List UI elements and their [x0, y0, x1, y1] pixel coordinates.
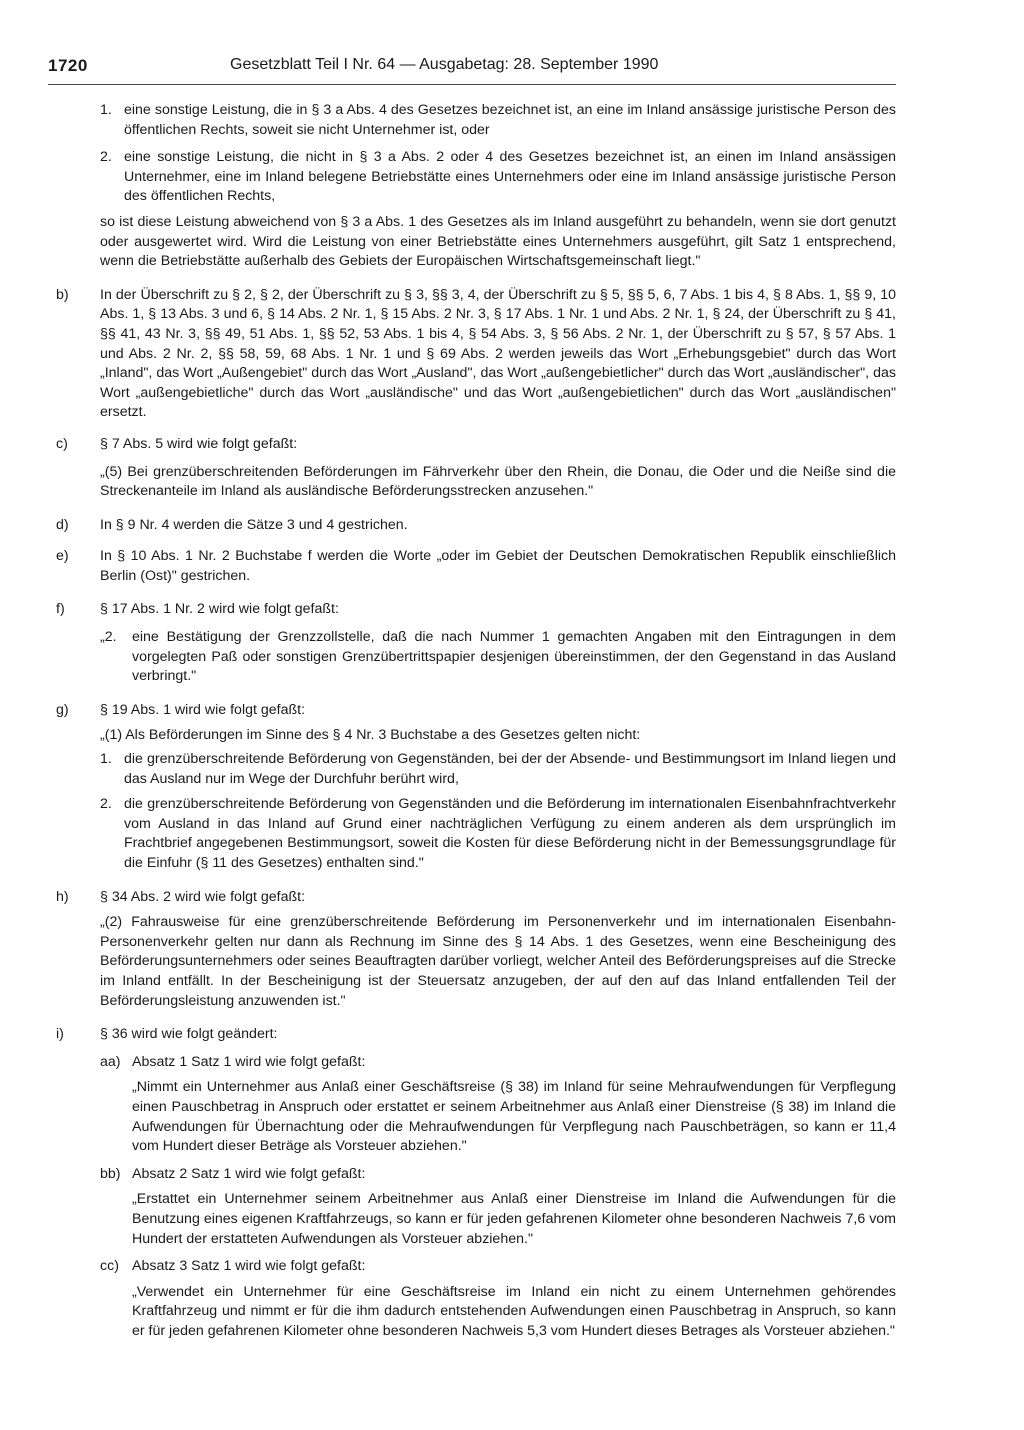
amendment-label: f)	[56, 601, 65, 618]
amendment-e	[56, 547, 896, 586]
amendment-i-aa	[56, 1053, 896, 1073]
amendment-b	[56, 286, 896, 423]
amendment-label: d)	[56, 516, 69, 533]
intro-item-1	[56, 101, 896, 140]
item-label: 1.	[100, 102, 112, 118]
amendment-text: In § 9 Nr. 4 werden die Sätze 3 und 4 gestrichen.	[100, 516, 408, 533]
amendment-f-quote	[56, 628, 896, 687]
item-text: eine sonstige Leistung, die in § 3 a Abs. 4 des Gesetzes bezeichnet ist, an eine im Inland ansässige juristische Person des öffentlichen Rechts, soweit sie nicht Unternehmer ist, oder	[124, 102, 896, 138]
amendment-label: g)	[56, 701, 69, 718]
item-label: 1.	[100, 751, 112, 768]
amendment-i	[56, 1025, 896, 1045]
item-label: 2.	[100, 149, 112, 166]
amendment-text: In der Überschrift zu § 2, § 2, der Überschrift zu § 3, §§ 3, 4, der Überschrift zu § 5, §§ 5, 6, 7 Abs. 1 bis 4, § 8 Abs. 1, §§ 9, 10 Abs. 1, § 13 Abs. 3 und 6, § 14 Abs. 2 Nr. 1, § 15 Abs. 2 Nr. 3, § 17 Abs. 1 Nr. 1 und Abs. 2 Nr. 1, § 24, der Überschrift zu § 41, §§ 41, 43 Nr. 3, §§ 49, 51 Abs. 1, §§ 52, 53 Abs. 1 bis 4, § 54 Abs. 3, § 56 Abs. 2 Nr. 1, der Überschrift zu § 57, § 57 Abs. 1 und Abs. 2 Nr. 2, §§ 58, 59, 68 Abs. 1 Nr. 1 und § 69 Abs. 2 werden jeweils das Wort „Erhebungsgebiet" durch das Wort „Inland", das Wort „Außengebiet" durch das Wort „Ausland", das Wort „außengebietlicher" durch das Wort „ausländischer", das Wort „außengebietliche" durch das Wort „ausländische" und das Wort „außengebietlichen" durch das Wort „ausländischen" ersetzt.	[100, 286, 896, 421]
amendment-label: b)	[56, 286, 69, 303]
amendment-label: e)	[56, 548, 69, 565]
item-text: die grenzüberschreitende Beförderung von Gegenständen und die Beförderung im internationalen Eisenbahnfrachtverkehr vom Ausland in das Inland auf Grund einer nachträglichen Verfügung zu einem anderen als dem ursprünglich im Frachtbrief angegebenen Bestimmungsort, soweit die Kosten für diese Beförderung nicht in der Bemessungsgrundlage für die Einfuhr (§ 11 des Gesetzes) enthalten sind."	[124, 796, 896, 871]
amendment-i-bb	[56, 1165, 896, 1185]
amendment-text: § 34 Abs. 2 wird wie folgt gefaßt:	[100, 888, 306, 905]
amendment-g-item-1	[56, 750, 896, 789]
amendment-text: § 7 Abs. 5 wird wie folgt gefaßt:	[100, 435, 298, 452]
amendment-label: h)	[56, 888, 69, 905]
sub-label: bb)	[100, 1165, 121, 1182]
page-number: 1720	[48, 56, 88, 75]
amendment-label: i)	[56, 1026, 64, 1043]
sub-text: Absatz 3 Satz 1 wird wie folgt gefaßt:	[132, 1258, 366, 1275]
document-body	[56, 101, 896, 1341]
page-header	[48, 56, 896, 85]
amendment-text: § 36 wird wie folgt geändert:	[100, 1026, 278, 1043]
amendment-f	[56, 600, 896, 620]
amendment-label: c)	[56, 435, 68, 452]
amendment-i-aa-quote: „Nimmt ein Unternehmer aus Anlaß einer Geschäftsreise (§ 38) im Inland für seine Mehraufwendungen für Verpflegung einen Pauschbetrag in Anspruch oder erstattet er seinem Arbeitnehmer aus Anlaß einer Dienstreise (§ 38) im Inland die Aufwendungen für Übernachtung oder die Mehraufwendungen für Verpflegung nach Pauschbeträgen, so kann er 11,4 vom Hundert dieser Beträge als Vorsteuer abziehen."	[132, 1079, 896, 1155]
item-text: eine sonstige Leistung, die nicht in § 3 a Abs. 2 oder 4 des Gesetzes bezeichnet ist, an einen im Inland ansässigen Unternehmer, eine im Inland belegene Betriebstätte eines Unternehmers oder eine im Inland ansässige juristische Person des öffentlichen Rechts,	[124, 149, 896, 205]
amendment-c-quote: „(5) Bei grenzüberschreitenden Beförderungen im Fährverkehr über den Rhein, die Donau, die Oder und die Neiße sind die Streckenanteile im Inland als ausländische Beförderungsstrecken anzusehen."	[100, 463, 896, 500]
amendment-h-quote: „(2) Fahrausweise für eine grenzüberschreitende Beförderung im Personenverkehr und im internationalen Eisenbahn-Personenverkehr gelten nur dann als Rechnung im Sinne des § 14 Abs. 1 des Gesetzes, wenn eine Bescheinigung des Beförderungsunternehmers oder seines Beauftragten darüber vorliegt, welcher Anteil des Beförderungspreises auf die Strecke im Inland entfällt. In der Bescheinigung ist der Steuersatz anzugeben, der auf den auf das Inland entfallenden Teil der Beförderungsleistung anzuwenden ist."	[100, 914, 896, 1009]
amendment-c	[56, 435, 896, 455]
item-label: 2.	[100, 796, 112, 813]
amendment-h	[56, 888, 896, 908]
item-text: die grenzüberschreitende Beförderung von Gegenständen, bei der der Absende- und Bestimmungsort im Inland liegen und das Ausland nur im Wege der Durchfuhr berührt wird,	[124, 751, 896, 787]
intro-closing-paragraph: so ist diese Leistung abweichend von § 3 a Abs. 1 des Gesetzes als im Inland ausgeführt zu behandeln, wenn sie dort genutzt oder ausgewertet wird. Wird die Leistung von einer Betriebstätte eines Unternehmers ausgeführt, gilt Satz 1 entsprechend, wenn die Betriebstätte außerhalb des Gebiets der Europäischen Wirtschaftsgemeinschaft liegt."	[100, 213, 896, 270]
sub-label: cc)	[100, 1258, 119, 1275]
amendment-g-quote: „(1) Als Beförderungen im Sinne des § 4 Nr. 3 Buchstabe a des Gesetzes gelten nicht:	[100, 727, 641, 744]
amendment-i-cc-quote: „Verwendet ein Unternehmer für eine Geschäftsreise im Inland ein nicht zu einem Unternehmen gehörendes Kraftfahrzeug und nimmt er für die ihm dadurch entstehenden Aufwendungen einen Pauschbetrag in Anspruch, so kann er für jeden gefahrenen Kilometer ohne besonderen Nachweis 5,3 vom Hundert dieses Betrages als Vorsteuer abziehen."	[132, 1283, 896, 1339]
quote-label: „2.	[100, 629, 117, 646]
sub-label: aa)	[100, 1053, 121, 1070]
amendment-text: § 17 Abs. 1 Nr. 2 wird wie folgt gefaßt:	[100, 601, 339, 618]
amendment-g	[56, 701, 896, 721]
amendment-g-item-2	[56, 795, 896, 873]
sub-text: Absatz 1 Satz 1 wird wie folgt gefaßt:	[132, 1053, 366, 1070]
running-head: Gesetzblatt Teil I Nr. 64 — Ausgabetag: 28. September 1990	[230, 56, 659, 73]
amendment-d	[56, 516, 896, 536]
amendment-i-bb-quote: „Erstattet ein Unternehmer seinem Arbeitnehmer aus Anlaß einer Dienstreise im Inland die Aufwendungen für die Benutzung eines eigenen Kraftfahrzeugs, so kann er für jeden gefahrenen Kilometer ohne besonderen Nachweis 7,6 vom Hundert der erstatteten Aufwendungen als Vorsteuer abziehen."	[132, 1191, 896, 1247]
amendment-text: § 19 Abs. 1 wird wie folgt gefaßt:	[100, 701, 306, 718]
amendment-i-cc	[56, 1257, 896, 1277]
amendment-text: In § 10 Abs. 1 Nr. 2 Buchstabe f werden die Worte „oder im Gebiet der Deutschen Demokratischen Republik einschließlich Berlin (Ost)" gestrichen.	[100, 548, 896, 584]
sub-text: Absatz 2 Satz 1 wird wie folgt gefaßt:	[132, 1165, 366, 1182]
quote-text: eine Bestätigung der Grenzzollstelle, daß die nach Nummer 1 gemachten Angaben mit den Eintragungen in dem vorgelegten Paß oder sonstigen Grenzübertrittspapier desjenigen übereinstimmen, der den Gegenstand in das Ausland verbringt."	[132, 629, 896, 685]
intro-item-2	[56, 148, 896, 207]
